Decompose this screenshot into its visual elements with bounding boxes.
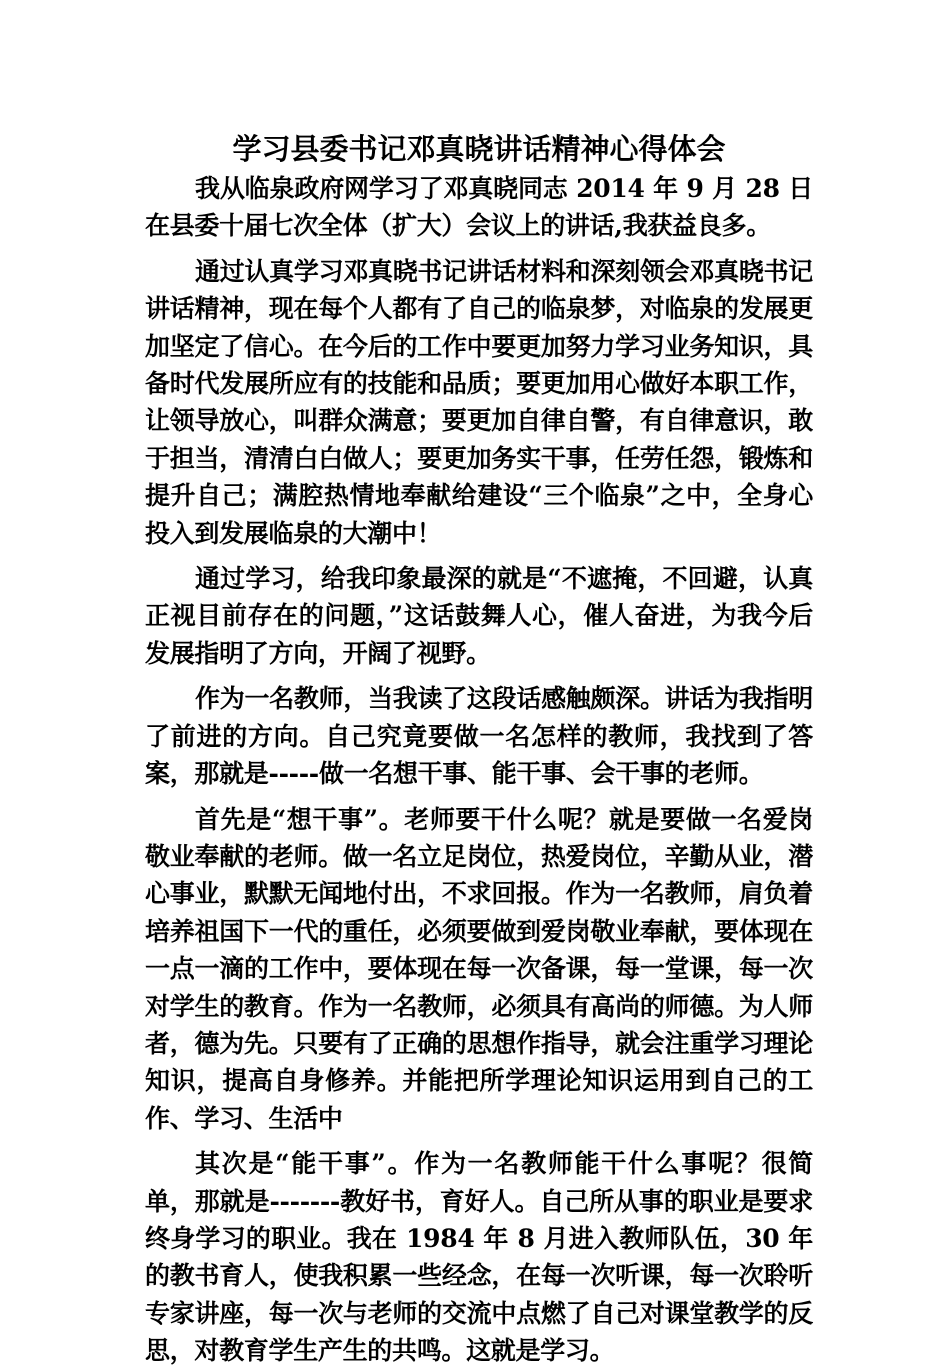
paragraph-3: 通过学习，给我印象最深的就是“不遮掩，不回避，认真正视目前存在的问题，”这话鼓舞人心，催人奋进，为我今后发展指明了方向，开阔了视野。	[145, 564, 813, 668]
paragraph-1: 我从临泉政府网学习了邓真晓同志 2014 年 9 月 28 日在县委十届七次全体（扩大）会议上的讲话,我获益良多。	[145, 174, 813, 241]
paragraph-6: 其次是“能干事”。作为一名教师能干什么事呢？很简单，那就是-------教好书，育好人。自己所从事的职业是要求终身学习的职业。我在 1984 年 8 月进入教师队伍，30 年的教书育人，使我积累一些经念，在每一次听课，每一次聆听专家讲座，每一次与老师的交流中点燃了自己对课堂教学的反思，对教育学生产生的共鸣。这就是学习。	[145, 1149, 813, 1366]
document-title: 学习县委书记邓真晓讲话精神心得体会	[232, 132, 726, 166]
paragraph-4: 作为一名教师，当我读了这段话感触颇深。讲话为我指明了前进的方向。自己究竟要做一名怎样的教师，我找到了答案，那就是-----做一名想干事、能干事、会干事的老师。	[145, 684, 813, 789]
paragraph-5: 首先是“想干事”。老师要干什么呢？就是要做一名爱岗敬业奉献的老师。做一名立足岗位，热爱岗位，辛勤从业，潜心事业，默默无闻地付出，不求回报。作为一名教师，肩负着培养祖国下一代的重任，必须要做到爱岗敬业奉献，要体现在一点一滴的工作中，要体现在每一次备课，每一堂课，每一次对学生的教育。作为一名教师，必须具有高尚的师德。为人师者，德为先。只要有了正确的思想作指导，就会注重学习理论知识，提高自身修养。并能把所学理论知识运用到自己的工作、学习、生活中	[145, 804, 813, 1133]
paragraph-2: 通过认真学习邓真晓书记讲话材料和深刻领会邓真晓书记讲话精神，现在每个人都有了自己的临泉梦，对临泉的发展更加坚定了信心。在今后的工作中要更加努力学习业务知识，具备时代发展所应有的技能和品质；要更加用心做好本职工作，让领导放心，叫群众满意；要更加自律自警，有自律意识，敢于担当，清清白白做人；要更加务实干事，任劳任怨，锻炼和提升自己；满腔热情地奉献给建设“三个临泉”之中，全身心投入到发展临泉的大潮中！	[145, 256, 813, 548]
document-page	[145, 128, 813, 1370]
